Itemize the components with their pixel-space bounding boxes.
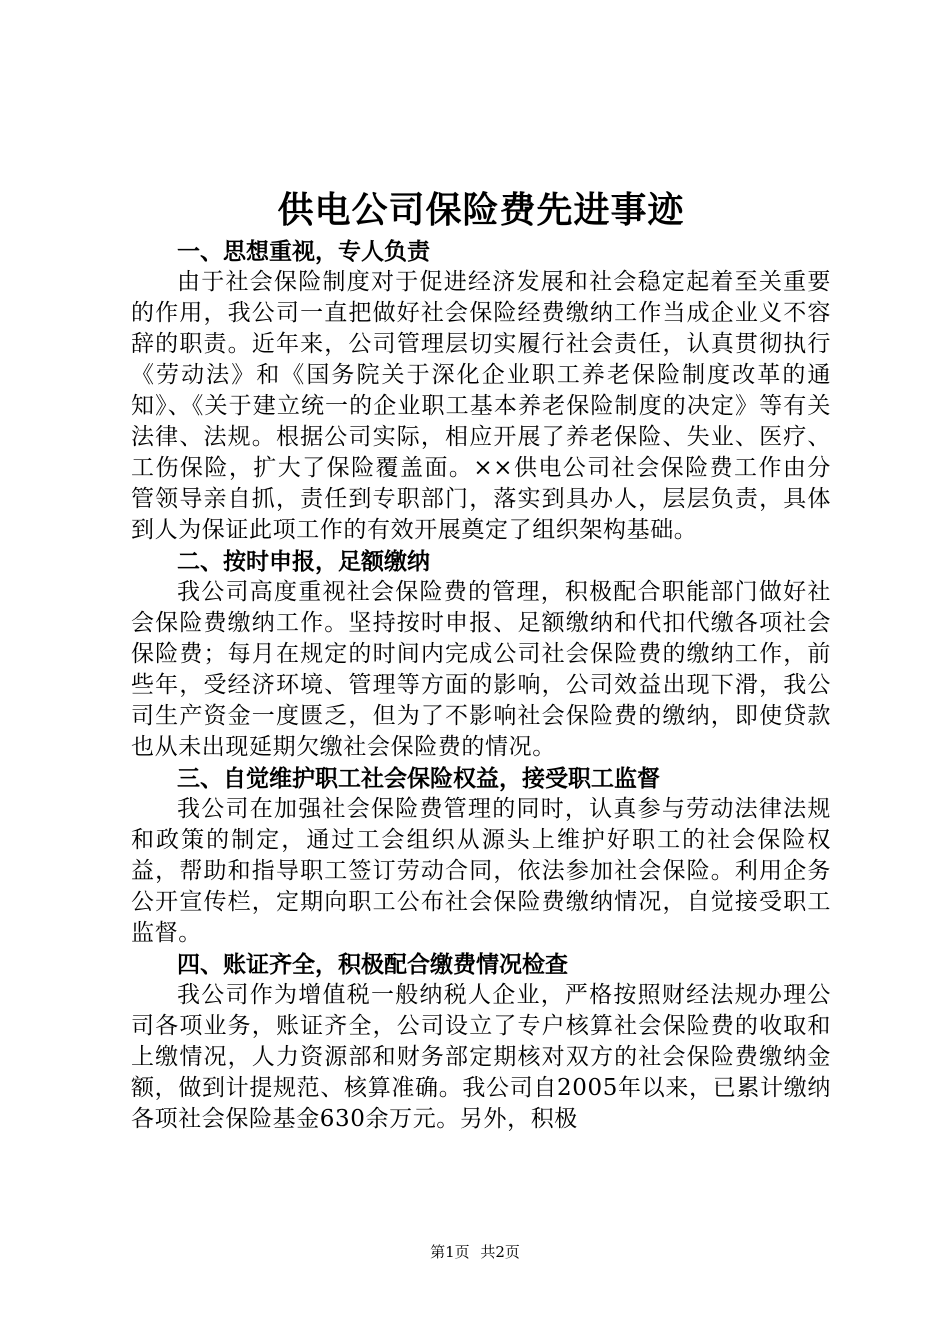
section-4: [131, 949, 831, 1135]
section-heading: 二、按时申报，足额缴纳: [177, 548, 430, 575]
section-1: [131, 236, 831, 546]
page-number-current: 第1页: [430, 1243, 470, 1261]
section-heading: 三、自觉维护职工社会保险权益，接受职工监督: [177, 765, 660, 792]
document-page: [131, 186, 831, 1135]
section-body: 由于社会保险制度对于促进经济发展和社会稳定起着至关重要的作用，我公司一直把做好社会保险经费缴纳工作当成企业义不容辞的职责。近年来，公司管理层切实履行社会责任，认真贯彻执行《劳动法》和《国务院关于深化企业职工养老保险制度改革的通知》、《关于建立统一的企业职工基本养老保险制度的决定》等有关法律、法规。根据公司实际，相应开展了养老保险、失业、医疗、工伤保险，扩大了保险覆盖面。××供电公司社会保险费工作由分管领导亲自抓，责任到专职部门，落实到具办人，层层负责，具体到人为保证此项工作的有效开展奠定了组织架构基础。: [131, 269, 831, 543]
section-heading: 一、思想重视，专人负责: [177, 238, 430, 265]
section-body: 我公司在加强社会保险费管理的同时，认真参与劳动法律法规和政策的制定，通过工会组织从源头上维护好职工的社会保险权益，帮助和指导职工签订劳动合同，依法参加社会保险。利用企务公开宣传栏，定期向职工公布社会保险费缴纳情况，自觉接受职工监督。: [131, 796, 831, 946]
section-3: [131, 763, 831, 949]
section-body: 我公司作为增值税一般纳税人企业，严格按照财经法规办理公司各项业务，账证齐全，公司设立了专户核算社会保险费的收取和上缴情况，人力资源部和财务部定期核对双方的社会保险费缴纳金额，做到计提规范、核算准确。我公司自2005年以来，已累计缴纳各项社会保险基金630余万元。另外，积极: [131, 982, 831, 1132]
document-title: 供电公司保险费先进事迹: [277, 189, 685, 231]
section-body: 我公司高度重视社会保险费的管理，积极配合职能部门做好社会保险费缴纳工作。坚持按时申报、足额缴纳和代扣代缴各项社会保险费；每月在规定的时间内完成公司社会保险费的缴纳工作，前些年，受经济环境、管理等方面的影响，公司效益出现下滑，我公司生产资金一度匮乏，但为了不影响社会保险费的缴纳，即使贷款也从未出现延期欠缴社会保险费的情况。: [131, 579, 831, 760]
page-footer: [0, 1242, 950, 1262]
section-heading: 四、账证齐全，积极配合缴费情况检查: [177, 951, 568, 978]
section-2: [131, 546, 831, 763]
page-number-total: 共2页: [480, 1243, 520, 1261]
